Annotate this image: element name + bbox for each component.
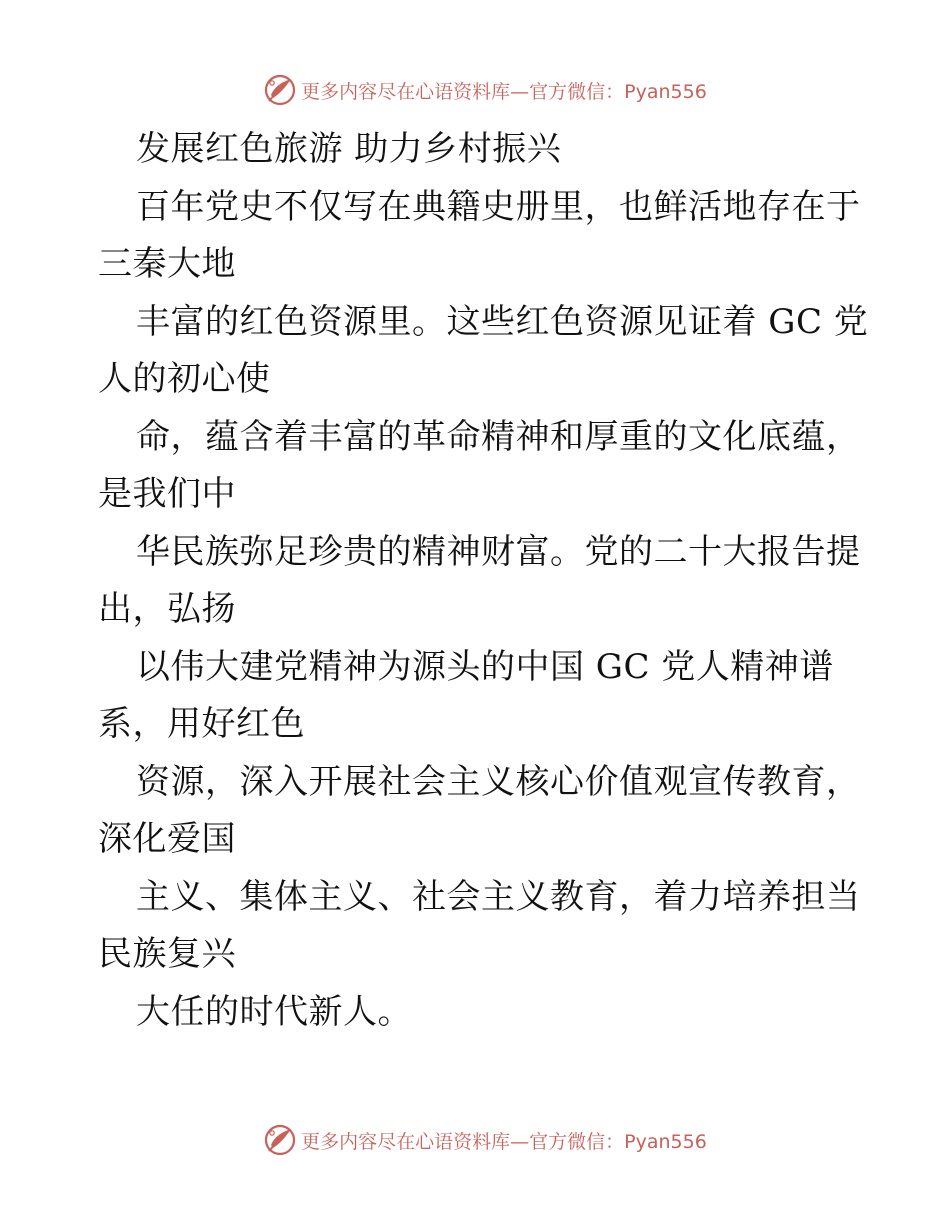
watermark-text [301, 77, 707, 104]
doc-line: 百年党史不仅写在典籍史册里，也鲜活地存在于 [136, 186, 861, 227]
doc-line: 华民族弥足珍贵的精神财富。党的二十大报告提 [136, 531, 861, 572]
document-body [98, 121, 869, 1041]
doc-line: 主义、集体主义、社会主义教育，着力培养担当 [136, 876, 861, 917]
doc-line: 三秦大地 [98, 244, 236, 284]
doc-line: 民族复兴 [98, 934, 236, 974]
doc-line: 深化爱国 [98, 819, 236, 859]
watermark-group [263, 1123, 707, 1157]
footer-watermark [0, 1120, 950, 1160]
watermark-wechat-id: Pyan556 [624, 80, 707, 103]
quill-pen-logo-icon [263, 1123, 297, 1157]
quill-pen-logo-icon [263, 73, 297, 107]
watermark-text [301, 1127, 707, 1154]
doc-title: 发展红色旅游 助力乡村振兴 [136, 129, 562, 169]
doc-line: 系，用好红色 [98, 704, 305, 744]
header-watermark [0, 70, 950, 110]
watermark-cn-text: 更多内容尽在心语资料库—官方微信： [301, 1130, 625, 1153]
doc-line: 大任的时代新人。 [136, 991, 412, 1032]
doc-line: 丰富的红色资源里。这些红色资源见证着 GC 党 [136, 301, 869, 342]
watermark-group [263, 73, 707, 107]
doc-line: 是我们中 [98, 474, 236, 514]
doc-line: 人的初心使 [98, 359, 271, 399]
watermark-cn-text: 更多内容尽在心语资料库—官方微信： [301, 80, 625, 103]
doc-line: 命，蕴含着丰富的革命精神和厚重的文化底蕴， [136, 416, 861, 457]
doc-line: 资源，深入开展社会主义核心价值观宣传教育， [136, 761, 861, 802]
doc-line: 以伟大建党精神为源头的中国 GC 党人精神谱 [136, 646, 834, 687]
watermark-wechat-id: Pyan556 [624, 1130, 707, 1153]
doc-line: 出，弘扬 [98, 589, 236, 629]
